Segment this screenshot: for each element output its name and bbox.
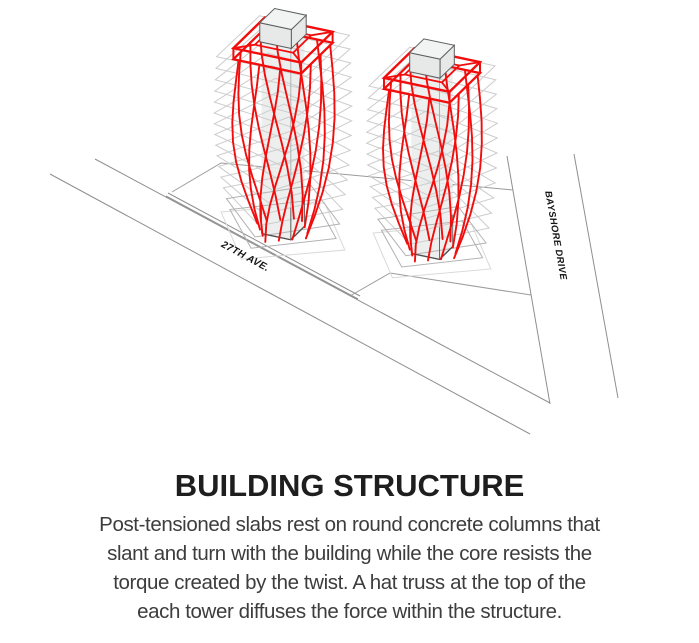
caption-block [0, 468, 699, 626]
caption-line-4: each tower diffuses the force within the structure. [137, 600, 562, 623]
site-plan-lines [50, 154, 618, 434]
south-tower [367, 39, 498, 278]
parcel-boundary-line [350, 273, 531, 296]
caption-title: BUILDING STRUCTURE [174, 468, 525, 503]
caption-line-1: Post-tensioned slabs rest on round concrete columns that [99, 513, 600, 536]
caption-line-3: torque created by the twist. A hat truss at the top of the [113, 571, 586, 594]
street-label-27th-ave: 27TH AVE. [219, 239, 272, 275]
street-label-bayshore-drive: BAYSHORE DRIVE [542, 190, 569, 282]
caption-line-2: slant and turn with the building while the core resists the [107, 542, 592, 565]
north-tower [214, 9, 352, 260]
street-edge-line [574, 154, 618, 398]
towers-group [214, 9, 497, 278]
red-column [232, 60, 257, 223]
street-edge-line [95, 159, 550, 403]
